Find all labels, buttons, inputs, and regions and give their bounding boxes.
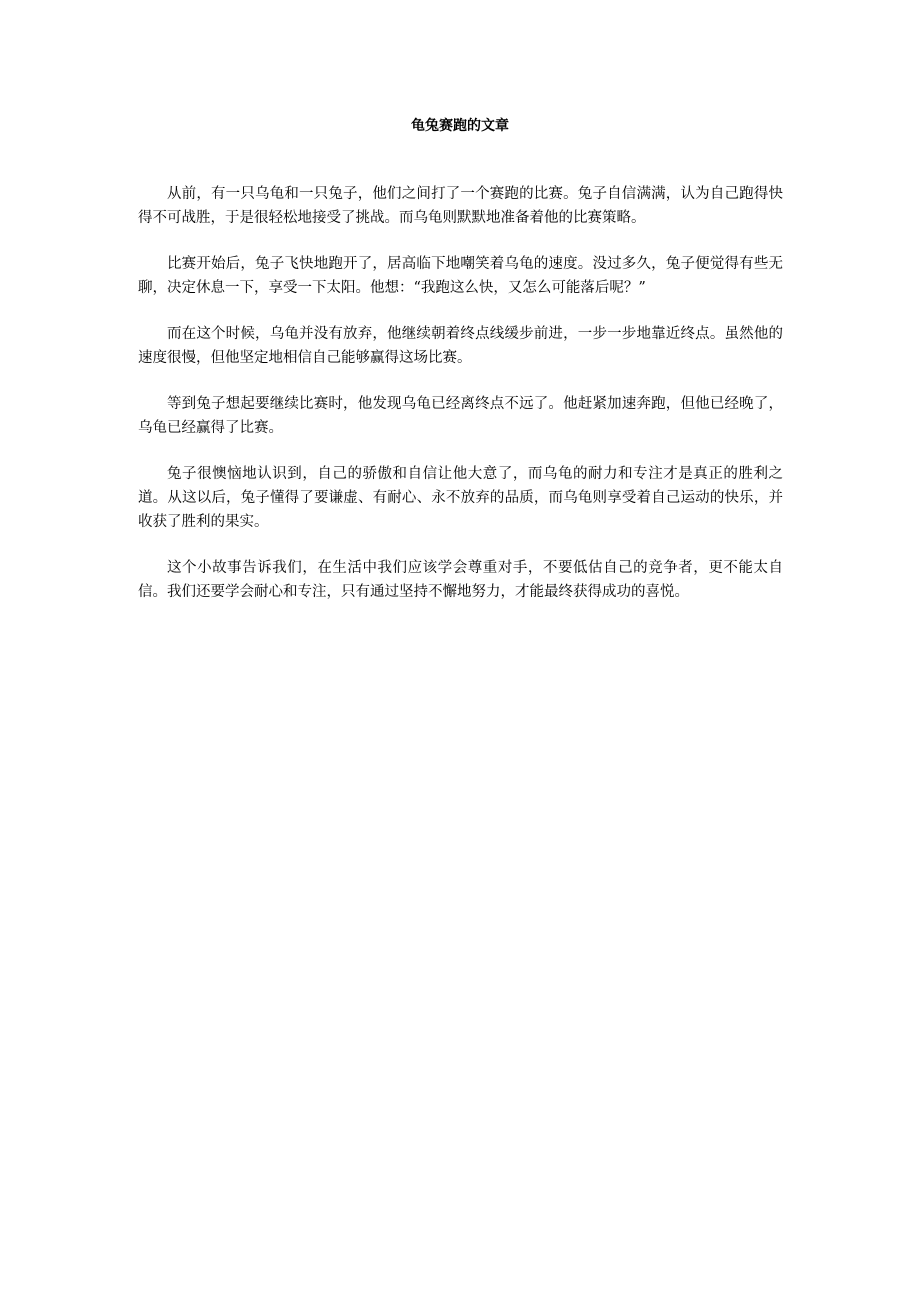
document-body: [138, 182, 783, 626]
paragraph-5: 兔子很懊恼地认识到，自己的骄傲和自信让他大意了，而乌龟的耐力和专注才是真正的胜利之道。从这以后，兔子懂得了要谦虚、有耐心、永不放弃的品质，而乌龟则享受着自己运动的快乐，并收获了胜利的果实。: [138, 466, 783, 530]
paragraph-3: 而在这个时候，乌龟并没有放弃，他继续朝着终点线缓步前进，一步一步地靠近终点。虽然他的速度很慢，但他坚定地相信自己能够赢得这场比赛。: [138, 326, 783, 366]
paragraph-2: 比赛开始后，兔子飞快地跑开了，居高临下地嘲笑着乌龟的速度。没过多久，兔子便觉得有些无聊，决定休息一下，享受一下太阳。他想：“我跑这么快，又怎么可能落后呢？”: [138, 256, 783, 296]
paragraph-1: 从前，有一只乌龟和一只兔子，他们之间打了一个赛跑的比赛。兔子自信满满，认为自己跑得快得不可战胜，于是很轻松地接受了挑战。而乌龟则默默地准备着他的比赛策略。: [138, 186, 783, 226]
paragraph-6: 这个小故事告诉我们，在生活中我们应该学会尊重对手，不要低估自己的竞争者，更不能太自信。我们还要学会耐心和专注，只有通过坚持不懈地努力，才能最终获得成功的喜悦。: [138, 560, 783, 600]
paragraph-4: 等到兔子想起要继续比赛时，他发现乌龟已经离终点不远了。他赶紧加速奔跑，但他已经晚了，乌龟已经赢得了比赛。: [138, 396, 783, 436]
document-title: 龟兔赛跑的文章: [411, 118, 509, 134]
